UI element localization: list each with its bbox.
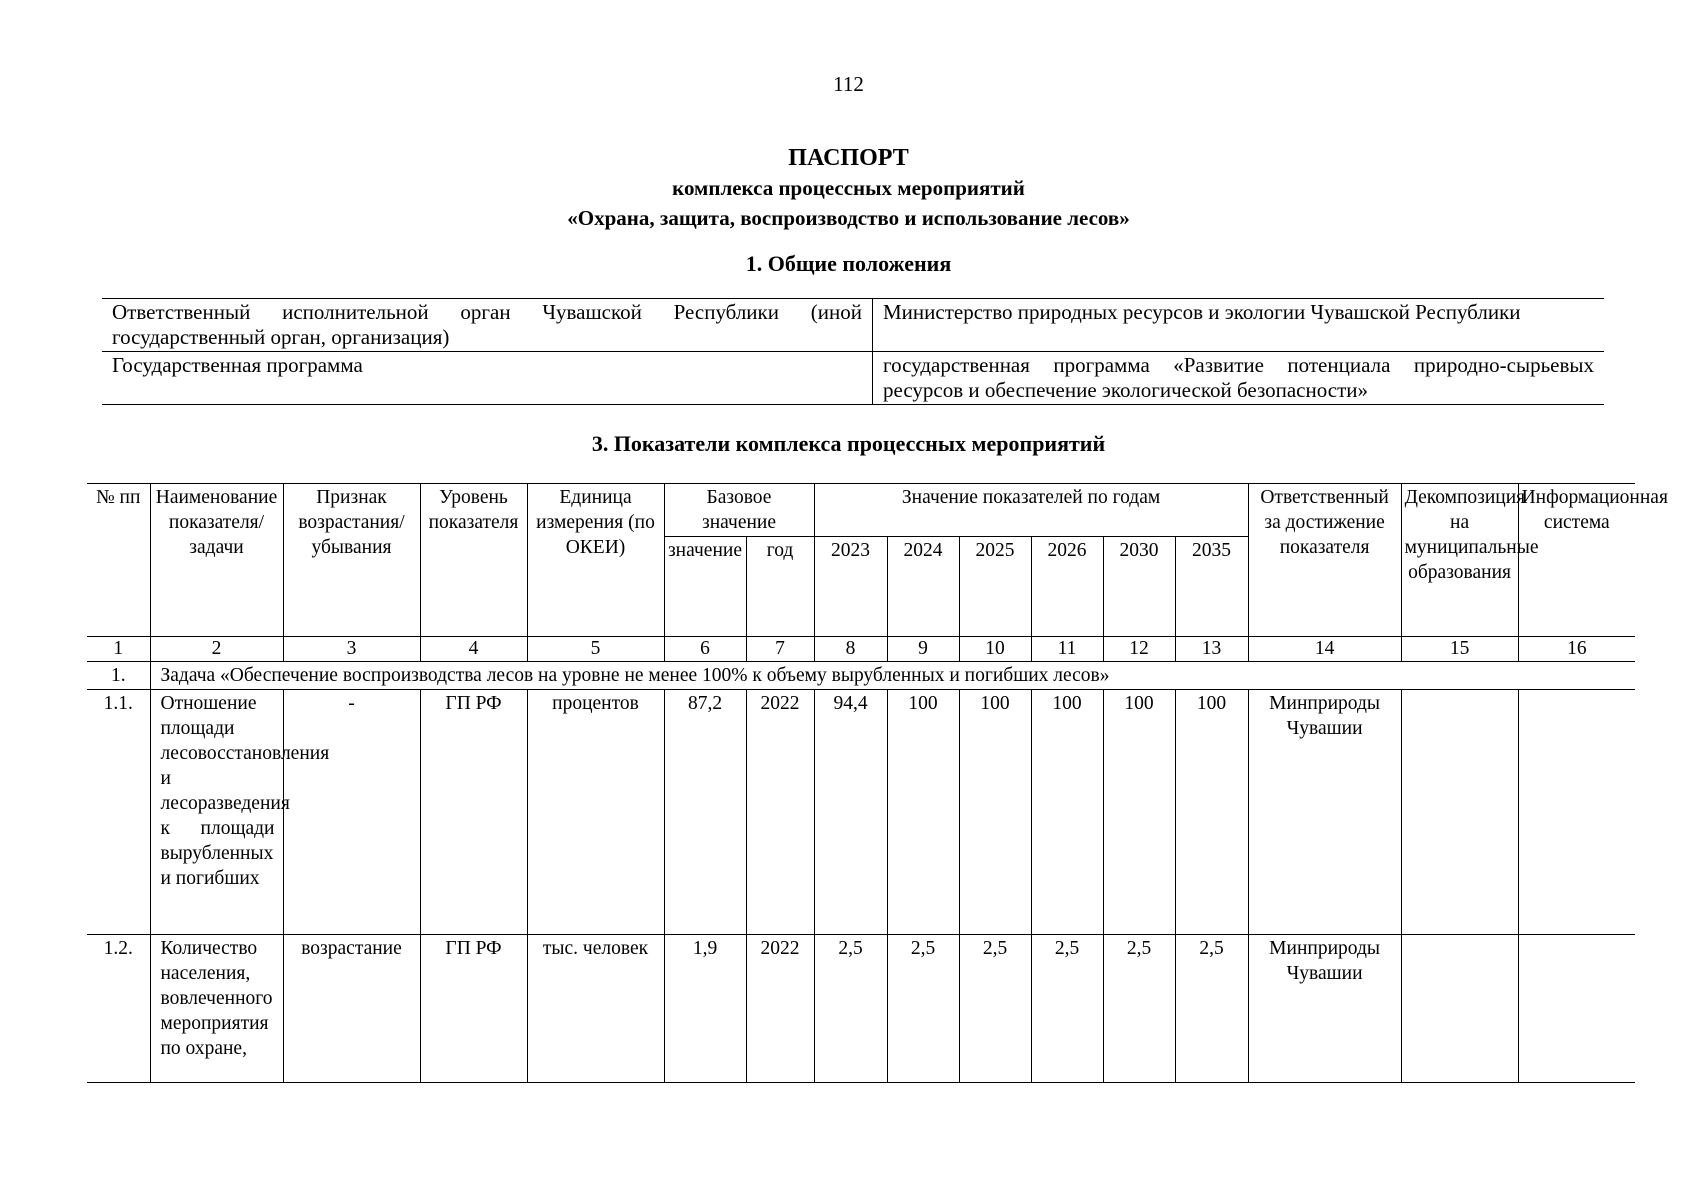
row-value: 2,5 <box>959 935 1031 1083</box>
general-row <box>102 299 1604 352</box>
section-3-heading: 3. Показатели комплекса процессных мероприятий <box>591 431 1106 456</box>
column-number: 16 <box>1518 637 1635 662</box>
title-main: ПАСПОРТ <box>788 145 909 171</box>
column-number-row <box>87 637 1635 662</box>
task-num: 1. <box>87 662 150 690</box>
header-year: 2035 <box>1175 537 1248 637</box>
row-value: 2,5 <box>814 935 887 1083</box>
column-number: 12 <box>1103 637 1175 662</box>
header-base-value: значение <box>664 537 746 637</box>
header-unit: Единица измерения (по ОКЕИ) <box>527 484 664 637</box>
row-value: 100 <box>959 690 1031 935</box>
row-info-system <box>1518 935 1635 1083</box>
row-decomposition <box>1401 690 1518 935</box>
row-decomposition <box>1401 935 1518 1083</box>
row-sign: возрастание <box>283 935 420 1083</box>
header-name: Наименование показателя/задачи <box>150 484 283 637</box>
column-number: 1 <box>87 637 150 662</box>
general-row <box>102 352 1604 405</box>
header-level: Уровень показателя <box>420 484 527 637</box>
header-year: 2024 <box>887 537 959 637</box>
column-number: 8 <box>814 637 887 662</box>
column-number: 5 <box>527 637 664 662</box>
row-unit: тыс. человек <box>527 935 664 1083</box>
row-unit: процентов <box>527 690 664 935</box>
general-value: государственная программа «Развитие потенциала природно-сырьевых ресурсов и обеспечение экологической безопасности» <box>873 352 1605 405</box>
task-row <box>87 662 1635 690</box>
header-year: 2030 <box>1103 537 1175 637</box>
page-number: 112 <box>833 72 864 96</box>
table-row <box>87 935 1635 1083</box>
row-value: 100 <box>887 690 959 935</box>
table-row <box>87 690 1635 935</box>
column-number: 10 <box>959 637 1031 662</box>
row-name: Отношение площади лесовосстановления и лесоразведения к площади вырубленных и погибших <box>150 690 283 935</box>
title-line-2: «Охрана, защита, воспроизводство и использование лесов» <box>567 206 1130 230</box>
column-number: 13 <box>1175 637 1248 662</box>
column-number: 15 <box>1401 637 1518 662</box>
header-base-year: год <box>746 537 814 637</box>
header-years-group: Значение показателей по годам <box>814 484 1248 537</box>
row-base-value: 87,2 <box>664 690 746 935</box>
column-number: 7 <box>746 637 814 662</box>
general-provisions-table <box>102 298 1604 405</box>
header-year: 2026 <box>1031 537 1103 637</box>
row-level: ГП РФ <box>420 690 527 935</box>
column-number: 14 <box>1248 637 1401 662</box>
row-num: 1.1. <box>87 690 150 935</box>
row-responsible: Минприроды Чувашии <box>1248 935 1401 1083</box>
column-number: 6 <box>664 637 746 662</box>
row-value: 2,5 <box>887 935 959 1083</box>
header-row-1 <box>87 484 1635 537</box>
general-value: Министерство природных ресурсов и экологии Чувашской Республики <box>873 299 1605 352</box>
row-value: 94,4 <box>814 690 887 935</box>
header-responsible: Ответственный за достижение показателя <box>1248 484 1401 637</box>
general-label: Ответственный исполнительной орган Чувашской Республики (иной государственный орган, организация) <box>102 299 873 352</box>
row-value: 100 <box>1031 690 1103 935</box>
row-info-system <box>1518 690 1635 935</box>
row-base-year: 2022 <box>746 935 814 1083</box>
column-number: 9 <box>887 637 959 662</box>
row-responsible: Минприроды Чувашии <box>1248 690 1401 935</box>
row-value: 100 <box>1103 690 1175 935</box>
section-1-heading: 1. Общие положения <box>745 251 952 276</box>
row-base-value: 1,9 <box>664 935 746 1083</box>
header-year: 2025 <box>959 537 1031 637</box>
column-number: 11 <box>1031 637 1103 662</box>
header-decomposition: Декомпозиция на муниципальные образования <box>1401 484 1518 637</box>
header-base: Базовое значение <box>664 484 814 537</box>
column-number: 2 <box>150 637 283 662</box>
header-year: 2023 <box>814 537 887 637</box>
column-number: 4 <box>420 637 527 662</box>
row-level: ГП РФ <box>420 935 527 1083</box>
header-info-system: Информационная система <box>1518 484 1635 637</box>
row-value: 2,5 <box>1175 935 1248 1083</box>
row-name: Количество населения, вовлеченного мероприятия по охране, <box>150 935 283 1083</box>
header-sign: Признак возрастания/ убывания <box>283 484 420 637</box>
row-value: 2,5 <box>1031 935 1103 1083</box>
indicators-table <box>87 483 1668 1083</box>
column-number: 3 <box>283 637 420 662</box>
passport-title <box>0 143 1697 233</box>
task-text: Задача «Обеспечение воспроизводства лесов на уровне не менее 100% к объему вырубленных и погибших лесов» <box>150 662 1635 690</box>
row-value: 2,5 <box>1103 935 1175 1083</box>
row-base-year: 2022 <box>746 690 814 935</box>
row-num: 1.2. <box>87 935 150 1083</box>
row-value: 100 <box>1175 690 1248 935</box>
title-line-1: комплекса процессных мероприятий <box>672 176 1025 200</box>
header-num: № пп <box>87 484 150 637</box>
row-sign: - <box>283 690 420 935</box>
general-label: Государственная программа <box>102 352 873 405</box>
